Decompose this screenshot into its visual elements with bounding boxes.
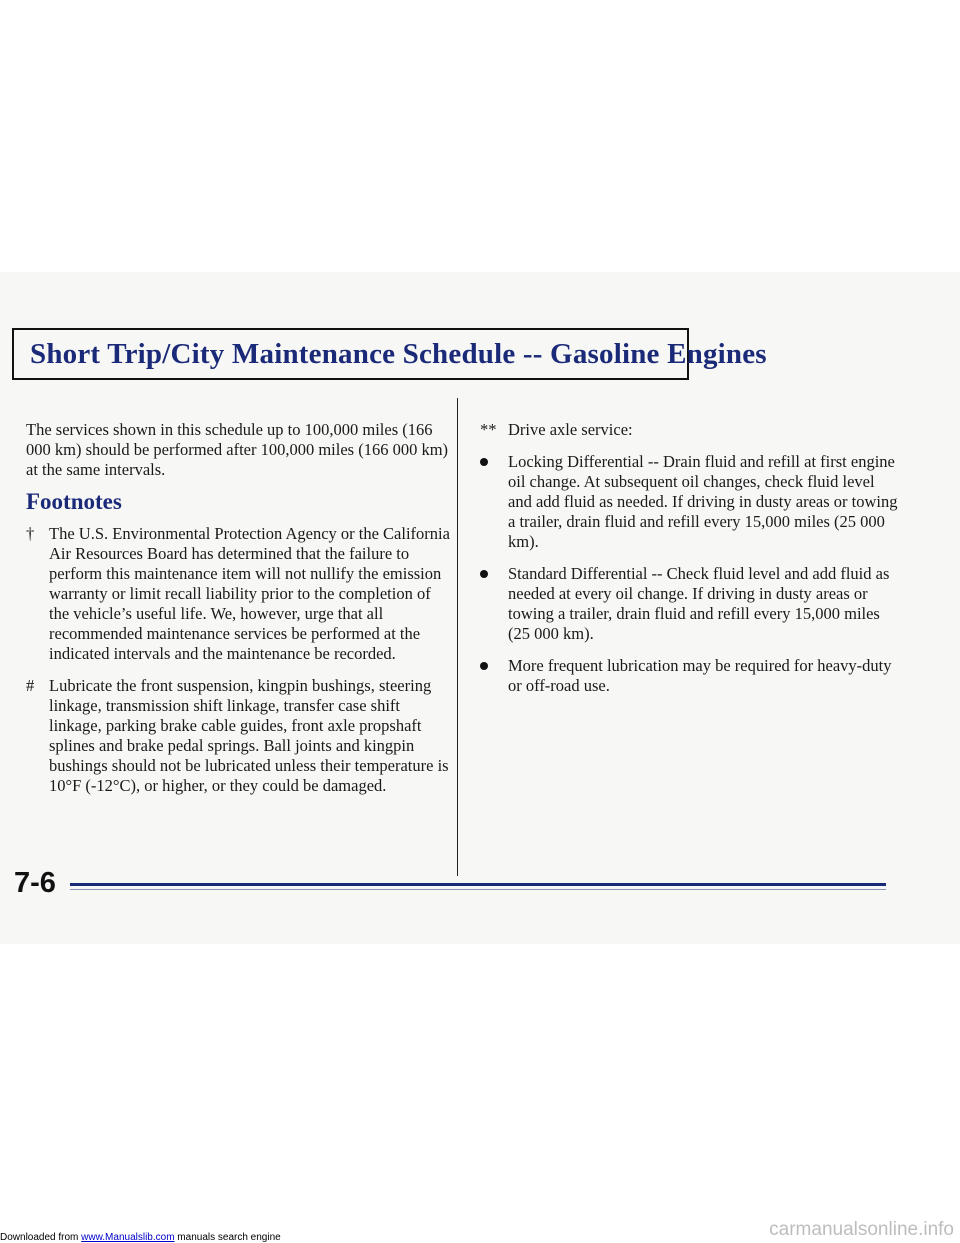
drive-axle-note: [480, 420, 900, 440]
list-item: [480, 656, 900, 696]
intro-paragraph: The services shown in this schedule up to 100,000 miles (166 000 km) should be performed after 100,000 miles (166 000 km) at the same intervals.: [26, 420, 449, 479]
hash-symbol: #: [26, 676, 35, 695]
list-item-text: Standard Differential -- Check fluid level and add fluid as needed at every oil change. If driving in dusty areas or towing a trailer, drain fluid and refill every 15,000 miles (25 000 km).: [508, 564, 890, 643]
bullet-icon: [480, 452, 508, 552]
footer-rule: [70, 883, 886, 886]
column-divider: [457, 398, 458, 876]
footer-suffix: manuals search engine: [174, 1232, 281, 1243]
download-footer: [0, 1232, 281, 1243]
page-title: Short Trip/City Maintenance Schedule -- Gasoline Engines: [30, 338, 767, 370]
footnotes-heading: Footnotes: [26, 489, 122, 514]
footer-rule-thin: [70, 889, 886, 890]
footnote-hash: [26, 676, 451, 796]
right-column: [480, 420, 900, 708]
footer-prefix: Downloaded from: [0, 1232, 82, 1243]
title-banner: [12, 328, 767, 380]
bullet-icon: [480, 656, 508, 696]
list-item-text: Locking Differential -- Drain fluid and refill at first engine oil change. At subsequent oil changes, check fluid level and add fluid as needed. If driving in dusty areas or towing a trailer, drain fluid and refill every 15,000 miles (25 000 km).: [508, 452, 898, 551]
watermark: carmanualsonline.info: [769, 1219, 954, 1240]
footnote-text: The U.S. Environmental Protection Agency or the California Air Resources Board has determined that the failure to perform this maintenance item will not nullify the emission warranty or limit recall liability prior to the completion of the vehicle’s useful life. We, however, urge that all recommended maintenance services be performed at the indicated intervals and the maintenance be recorded.: [49, 524, 450, 663]
bullet-icon: [480, 564, 508, 644]
left-column: [26, 420, 451, 808]
list-item-text: More frequent lubrication may be required for heavy-duty or off-road use.: [508, 656, 892, 695]
list-item: [480, 452, 900, 552]
dagger-symbol: †: [26, 524, 35, 543]
footnote-text: Lubricate the front suspension, kingpin bushings, steering linkage, transmission shift linkage, transfer case shift linkage, parking brake cable guides, front axle propshaft splines and brake pedal springs. Ball joints and kingpin bushings should not be lubricated unless their temperature is 10°F (-12°C), or higher, or they could be damaged.: [49, 676, 449, 795]
drive-axle-label: Drive axle service:: [508, 420, 633, 439]
manualslib-link[interactable]: www.Manualslib.com: [81, 1232, 175, 1243]
double-asterisk-symbol: **: [480, 420, 497, 439]
page-number: 7-6: [14, 867, 56, 899]
footnote-dagger: [26, 524, 451, 664]
list-item: [480, 564, 900, 644]
